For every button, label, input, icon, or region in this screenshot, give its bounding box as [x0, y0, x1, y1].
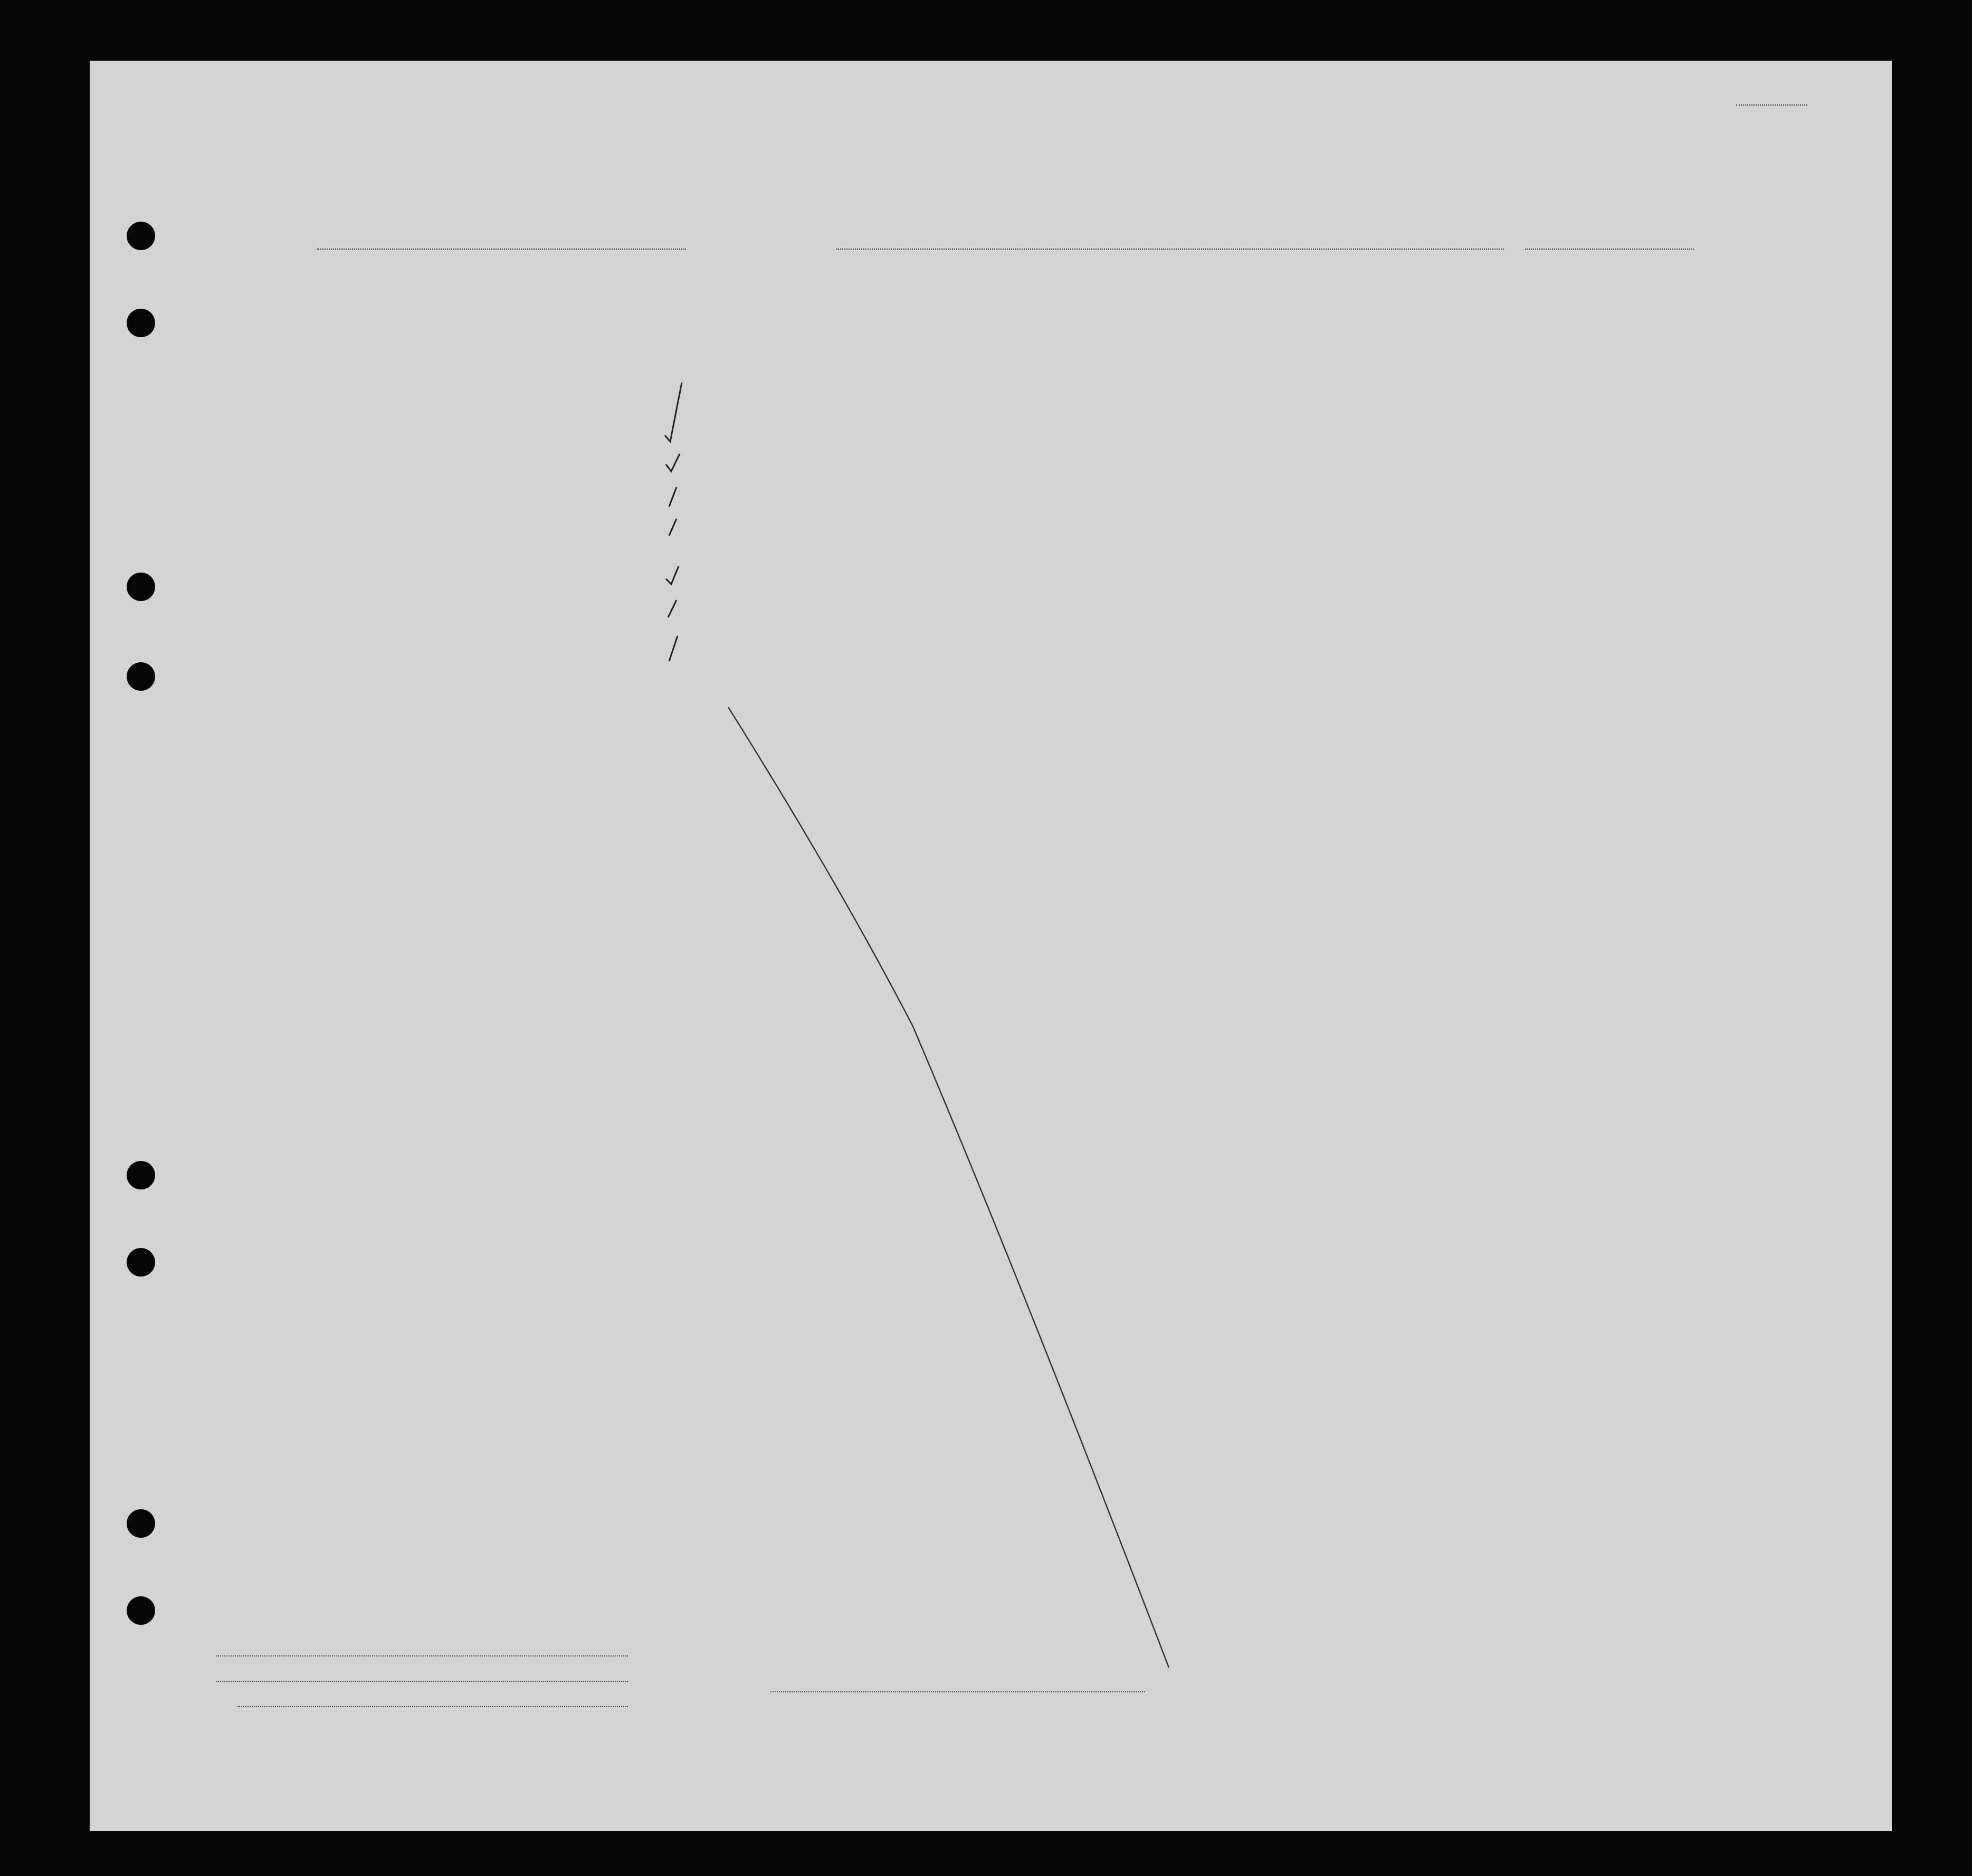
inspector-rule — [770, 1691, 1145, 1692]
footer-owners-rule — [216, 1681, 628, 1682]
punch-hole — [127, 662, 155, 691]
punch-hole — [127, 1161, 155, 1189]
strike-line — [90, 61, 1892, 1831]
manifest-sheet — [90, 61, 1892, 1831]
punch-hole — [127, 309, 155, 337]
punch-hole — [127, 222, 155, 250]
punch-hole — [127, 1509, 155, 1538]
punch-hole — [127, 1596, 155, 1625]
punch-hole — [127, 573, 155, 601]
punch-hole — [127, 1248, 155, 1277]
footer-agents-rule — [237, 1706, 628, 1707]
footer-line-rule — [216, 1655, 628, 1656]
